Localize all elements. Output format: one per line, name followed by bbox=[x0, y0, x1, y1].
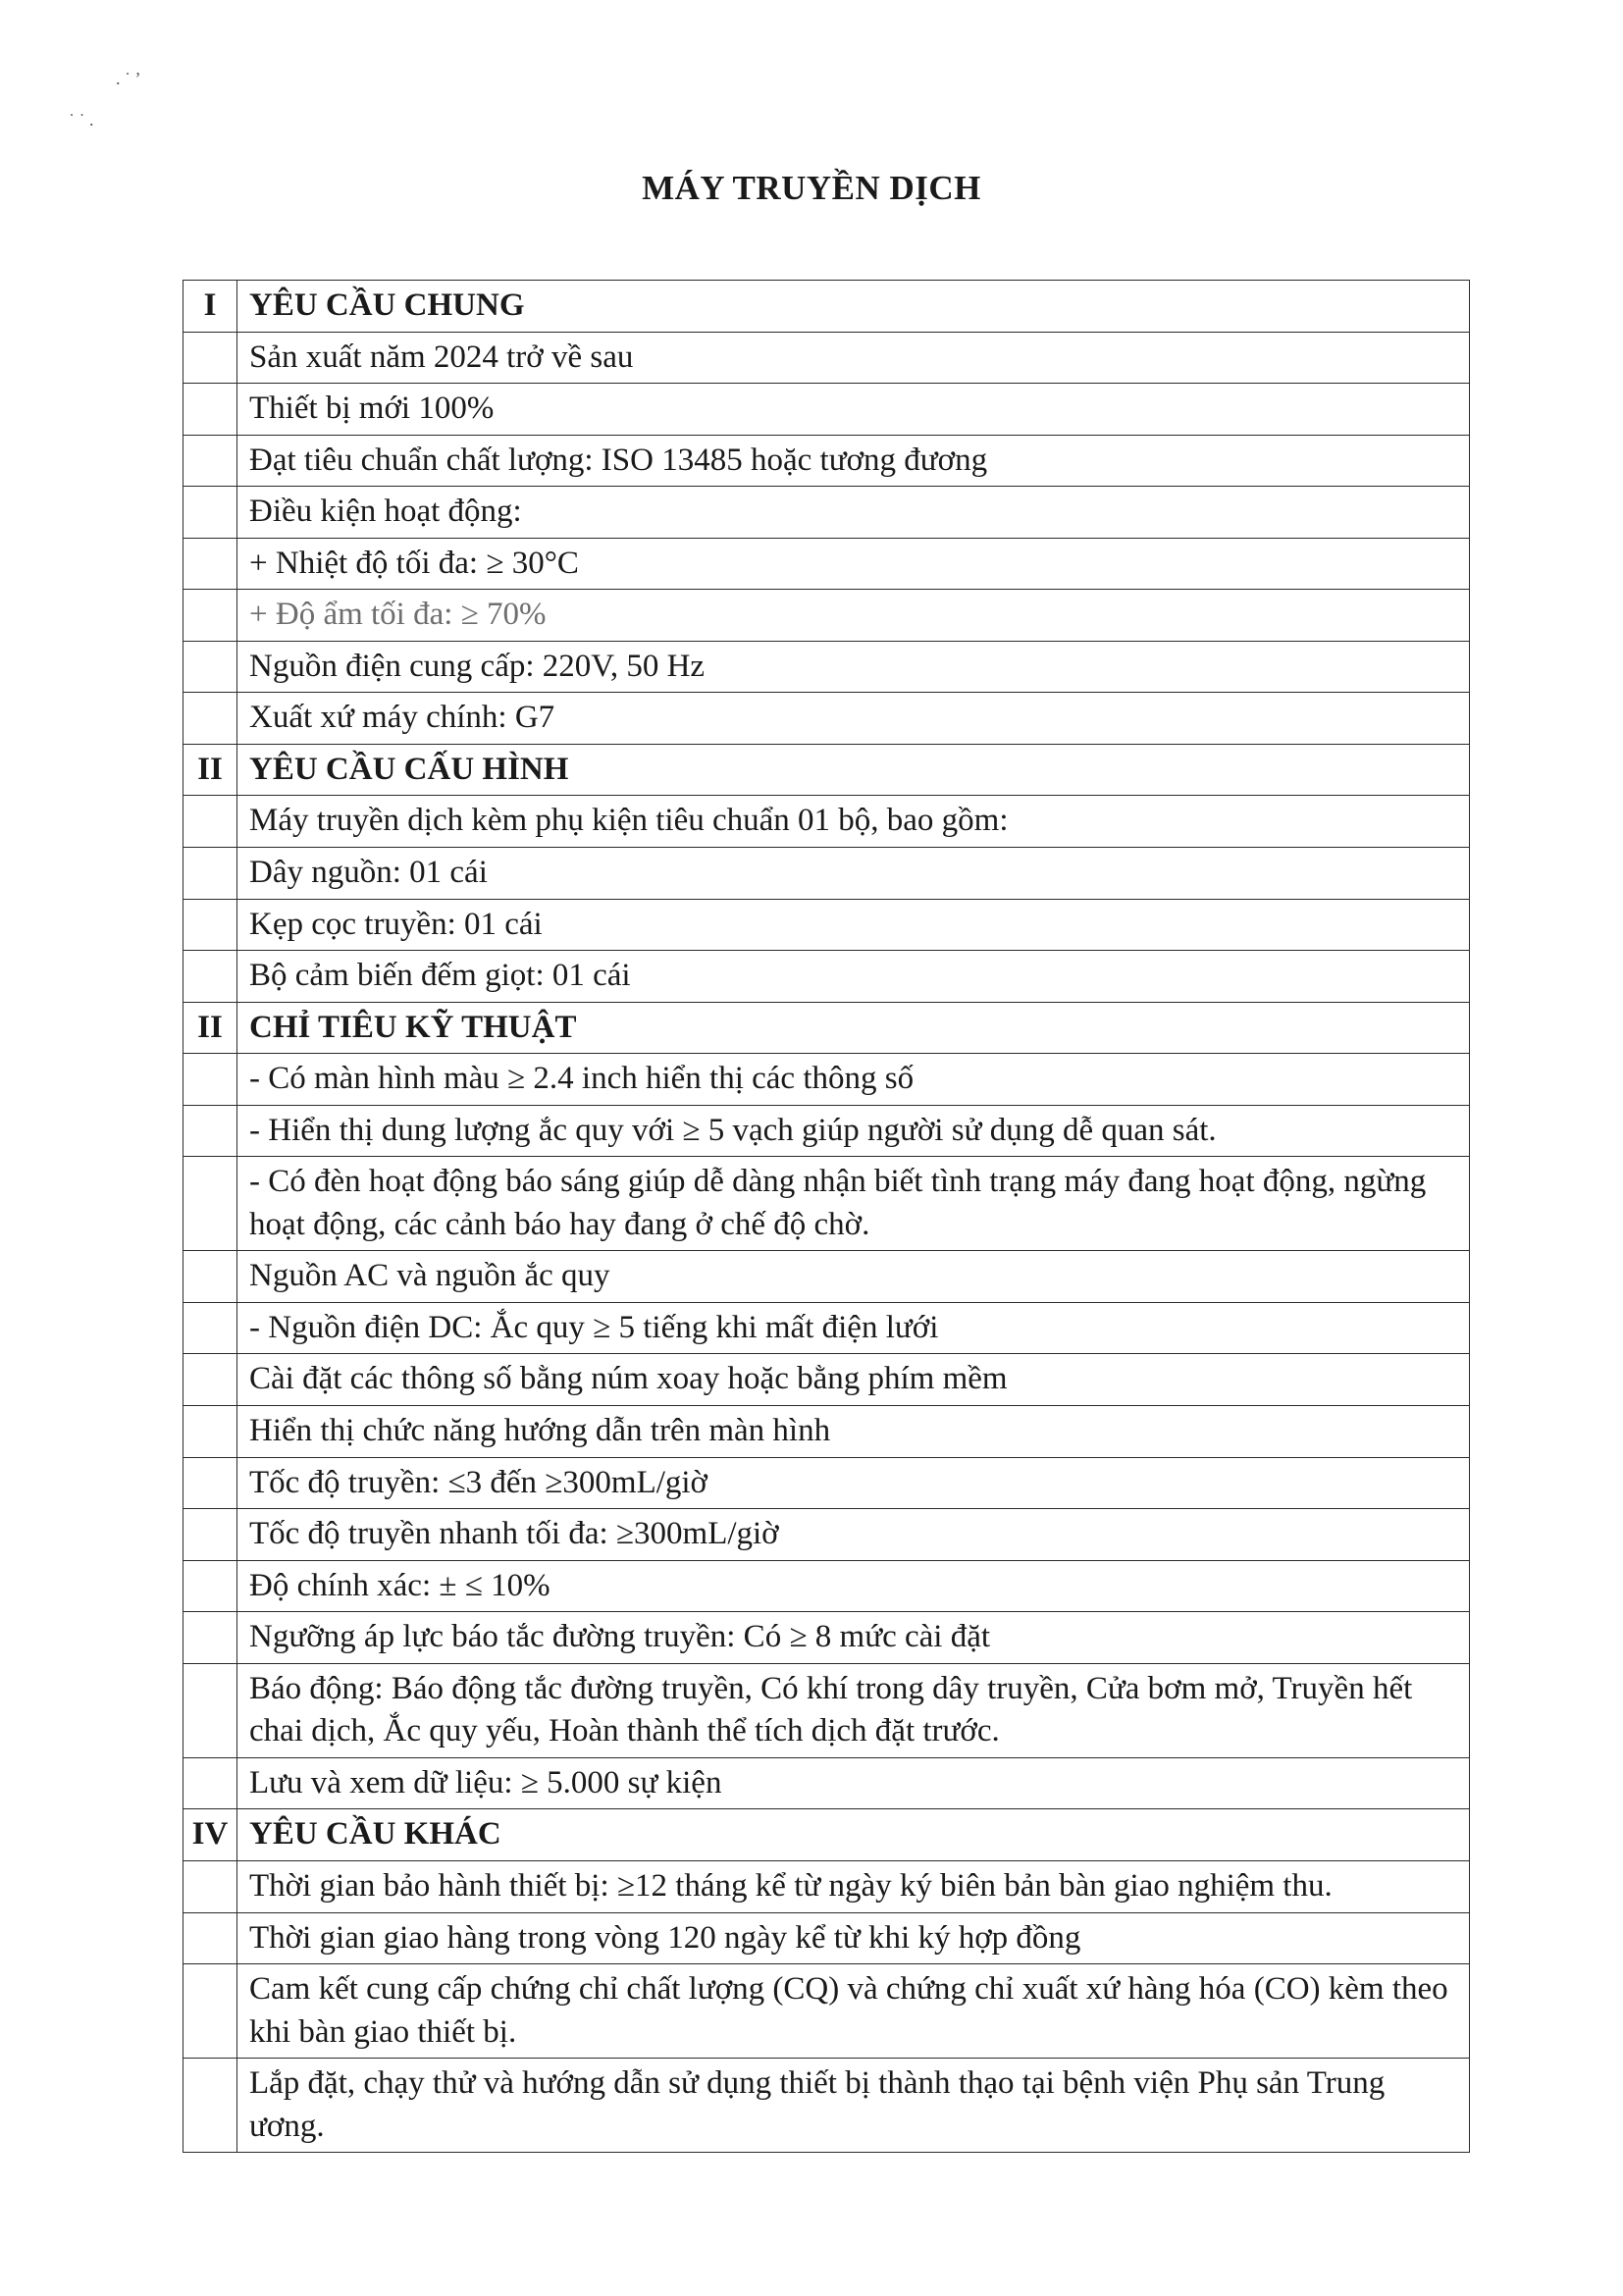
section-heading: CHỈ TIÊU KỸ THUẬT bbox=[237, 1002, 1470, 1054]
requirement-cell: Thời gian giao hàng trong vòng 120 ngày kể từ khi ký hợp đồng bbox=[237, 1912, 1470, 1964]
requirement-cell: Lưu và xem dữ liệu: ≥ 5.000 sự kiện bbox=[237, 1757, 1470, 1809]
table-row bbox=[183, 1354, 1470, 1406]
table-row bbox=[183, 1157, 1470, 1251]
document-title: MÁY TRUYỀN DỊCH bbox=[642, 169, 981, 207]
requirement-cell: Thời gian bảo hành thiết bị: ≥12 tháng kể từ ngày ký biên bản bàn giao nghiệm thu. bbox=[237, 1860, 1470, 1912]
table-row bbox=[183, 1663, 1470, 1757]
table-row bbox=[183, 641, 1470, 693]
requirement-cell: - Hiển thị dung lượng ắc quy với ≥ 5 vạch giúp người sử dụng dễ quan sát. bbox=[237, 1105, 1470, 1157]
spec-table bbox=[183, 280, 1470, 2153]
requirement-cell: + Độ ẩm tối đa: ≥ 70% bbox=[237, 590, 1470, 642]
requirement-cell: Đạt tiêu chuẩn chất lượng: ISO 13485 hoặc tương đương bbox=[237, 435, 1470, 487]
section-header-row bbox=[183, 1002, 1470, 1054]
table-row bbox=[183, 435, 1470, 487]
table-row bbox=[183, 1757, 1470, 1809]
table-row bbox=[183, 487, 1470, 539]
requirement-cell: Thiết bị mới 100% bbox=[237, 384, 1470, 436]
table-row bbox=[183, 1560, 1470, 1612]
requirement-cell: Tốc độ truyền: ≤3 đến ≥300mL/giờ bbox=[237, 1457, 1470, 1509]
requirement-cell: Lắp đặt, chạy thử và hướng dẫn sử dụng thiết bị thành thạo tại bệnh viện Phụ sản Trung ương. bbox=[237, 2059, 1470, 2153]
requirement-cell: Hiển thị chức năng hướng dẫn trên màn hình bbox=[237, 1406, 1470, 1458]
table-row bbox=[183, 1054, 1470, 1106]
table-row bbox=[183, 1251, 1470, 1303]
section-number: II bbox=[183, 1002, 237, 1054]
requirement-cell: Cài đặt các thông số bằng núm xoay hoặc bằng phím mềm bbox=[237, 1354, 1470, 1406]
table-row bbox=[183, 2059, 1470, 2153]
table-row bbox=[183, 796, 1470, 848]
table-row bbox=[183, 693, 1470, 745]
requirement-cell: - Có đèn hoạt động báo sáng giúp dễ dàng nhận biết tình trạng máy đang hoạt động, ngừng hoạt động, các cảnh báo hay đang ở chế độ chờ. bbox=[237, 1157, 1470, 1251]
table-row bbox=[183, 899, 1470, 951]
section-header-row bbox=[183, 281, 1470, 333]
section-number: IV bbox=[183, 1809, 237, 1861]
requirement-cell: - Nguồn điện DC: Ắc quy ≥ 5 tiếng khi mất điện lưới bbox=[237, 1302, 1470, 1354]
table-row bbox=[183, 1406, 1470, 1458]
requirement-cell: Độ chính xác: ± ≤ 10% bbox=[237, 1560, 1470, 1612]
table-row bbox=[183, 1105, 1470, 1157]
requirement-cell: Tốc độ truyền nhanh tối đa: ≥300mL/giờ bbox=[237, 1509, 1470, 1561]
requirement-cell: Dây nguồn: 01 cái bbox=[237, 848, 1470, 900]
requirement-cell: Xuất xứ máy chính: G7 bbox=[237, 693, 1470, 745]
section-header-row bbox=[183, 1809, 1470, 1861]
requirement-cell: Bộ cảm biến đếm giọt: 01 cái bbox=[237, 951, 1470, 1003]
section-heading: YÊU CẦU KHÁC bbox=[237, 1809, 1470, 1861]
section-header-row bbox=[183, 744, 1470, 796]
requirement-cell: Nguồn AC và nguồn ắc quy bbox=[237, 1251, 1470, 1303]
table-row bbox=[183, 1302, 1470, 1354]
section-number: II bbox=[183, 744, 237, 796]
table-row bbox=[183, 951, 1470, 1003]
table-row bbox=[183, 1509, 1470, 1561]
table-row bbox=[183, 384, 1470, 436]
requirement-cell: Báo động: Báo động tắc đường truyền, Có khí trong dây truyền, Cửa bơm mở, Truyền hết chai dịch, Ắc quy yếu, Hoàn thành thể tích dịch đặt trước. bbox=[237, 1663, 1470, 1757]
table-row bbox=[183, 848, 1470, 900]
requirement-cell: Máy truyền dịch kèm phụ kiện tiêu chuẩn 01 bộ, bao gồm: bbox=[237, 796, 1470, 848]
requirement-cell: Điều kiện hoạt động: bbox=[237, 487, 1470, 539]
table-row bbox=[183, 1964, 1470, 2059]
requirement-cell: + Nhiệt độ tối đa: ≥ 30°C bbox=[237, 538, 1470, 590]
section-number: I bbox=[183, 281, 237, 333]
table-row bbox=[183, 1912, 1470, 1964]
section-heading: YÊU CẦU CHUNG bbox=[237, 281, 1470, 333]
requirement-cell: Ngưỡng áp lực báo tắc đường truyền: Có ≥ 8 mức cài đặt bbox=[237, 1612, 1470, 1664]
table-row bbox=[183, 1860, 1470, 1912]
table-row bbox=[183, 332, 1470, 384]
table-row bbox=[183, 538, 1470, 590]
table-row bbox=[183, 1612, 1470, 1664]
scan-speckle: . ˙ ʼ bbox=[116, 69, 141, 88]
requirement-cell: Sản xuất năm 2024 trở về sau bbox=[237, 332, 1470, 384]
requirement-cell: Nguồn điện cung cấp: 220V, 50 Hz bbox=[237, 641, 1470, 693]
table-row bbox=[183, 590, 1470, 642]
requirement-cell: Cam kết cung cấp chứng chỉ chất lượng (CQ) và chứng chỉ xuất xứ hàng hóa (CO) kèm theo khi bàn giao thiết bị. bbox=[237, 1964, 1470, 2059]
scan-speckle: ˙ ˙ . bbox=[69, 110, 94, 130]
section-heading: YÊU CẦU CẤU HÌNH bbox=[237, 744, 1470, 796]
table-row bbox=[183, 1457, 1470, 1509]
requirement-cell: Kẹp cọc truyền: 01 cái bbox=[237, 899, 1470, 951]
requirement-cell: - Có màn hình màu ≥ 2.4 inch hiển thị các thông số bbox=[237, 1054, 1470, 1106]
